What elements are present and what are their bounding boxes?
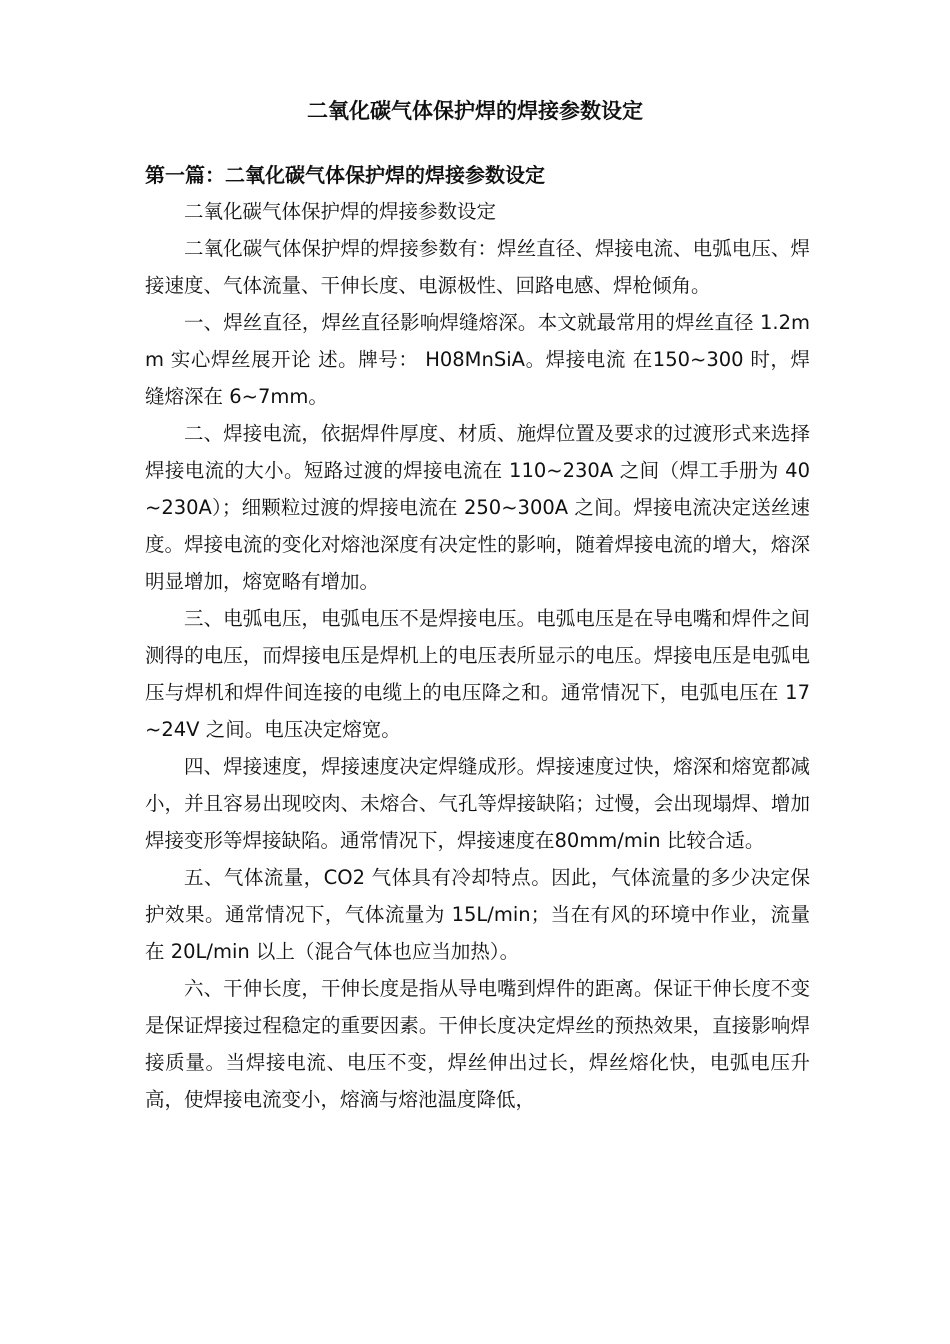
paragraph-parameters-list: 二氧化碳气体保护焊的焊接参数有：焊丝直径、焊接电流、电弧电压、焊接速度、气体流量、干伸长度、电源极性、回路电感、焊枪倾角。 [145,237,810,297]
section-heading: 第一篇：二氧化碳气体保护焊的焊接参数设定 [145,163,545,187]
paragraph-welding-speed: 四、焊接速度，焊接速度决定焊缝成形。焊接速度过快，熔深和熔宽都减小，并且容易出现咬肉、未熔合、气孔等焊接缺陷；过慢，会出现塌焊、增加焊接变形等焊接缺陷。通常情况下，焊接速度在80mm/min 比较合适。 [145,755,810,852]
document-title: 二氧化碳气体保护焊的焊接参数设定 [307,99,643,123]
paragraph-gas-flow: 五、气体流量，CO2 气体具有冷却特点。因此，气体流量的多少决定保护效果。通常情况下，气体流量为 15L/min；当在有风的环境中作业，流量在 20L/min 以上（混合气体也应当加热）。 [145,866,810,963]
document-body [145,193,810,1118]
paragraph-arc-voltage: 三、电弧电压，电弧电压不是焊接电压。电弧电压是在导电嘴和焊件之间测得的电压，而焊接电压是焊机上的电压表所显示的电压。焊接电压是电弧电压与焊机和焊件间连接的电缆上的电压降之和。通常情况下，电弧电压在 17~24V 之间。电压决定熔宽。 [145,607,810,741]
paragraph-subtitle: 二氧化碳气体保护焊的焊接参数设定 [184,200,497,223]
paragraph-stick-out-length: 六、干伸长度，干伸长度是指从导电嘴到焊件的距离。保证干伸长度不变是保证焊接过程稳定的重要因素。干伸长度决定焊丝的预热效果，直接影响焊接质量。当焊接电流、电压不变，焊丝伸出过长，焊丝熔化快，电弧电压升高，使焊接电流变小，熔滴与熔池温度降低， [145,977,810,1111]
paragraph-welding-current: 二、焊接电流，依据焊件厚度、材质、施焊位置及要求的过渡形式来选择焊接电流的大小。短路过渡的焊接电流在 110~230A 之间（焊工手册为 40~230A）；细颗粒过渡的焊接电流在 250~300A 之间。焊接电流决定送丝速度。焊接电流的变化对熔池深度有决定性的影响，随着焊接电流的增大，熔深明显增加，熔宽略有增加。 [145,422,810,593]
paragraph-wire-diameter: 一、焊丝直径，焊丝直径影响焊缝熔深。本文就最常用的焊丝直径 1.2mm 实心焊丝展开论 述。牌号： H08MnSiA。焊接电流 在150~300 时，焊缝熔深在 6~7mm。 [145,311,810,408]
